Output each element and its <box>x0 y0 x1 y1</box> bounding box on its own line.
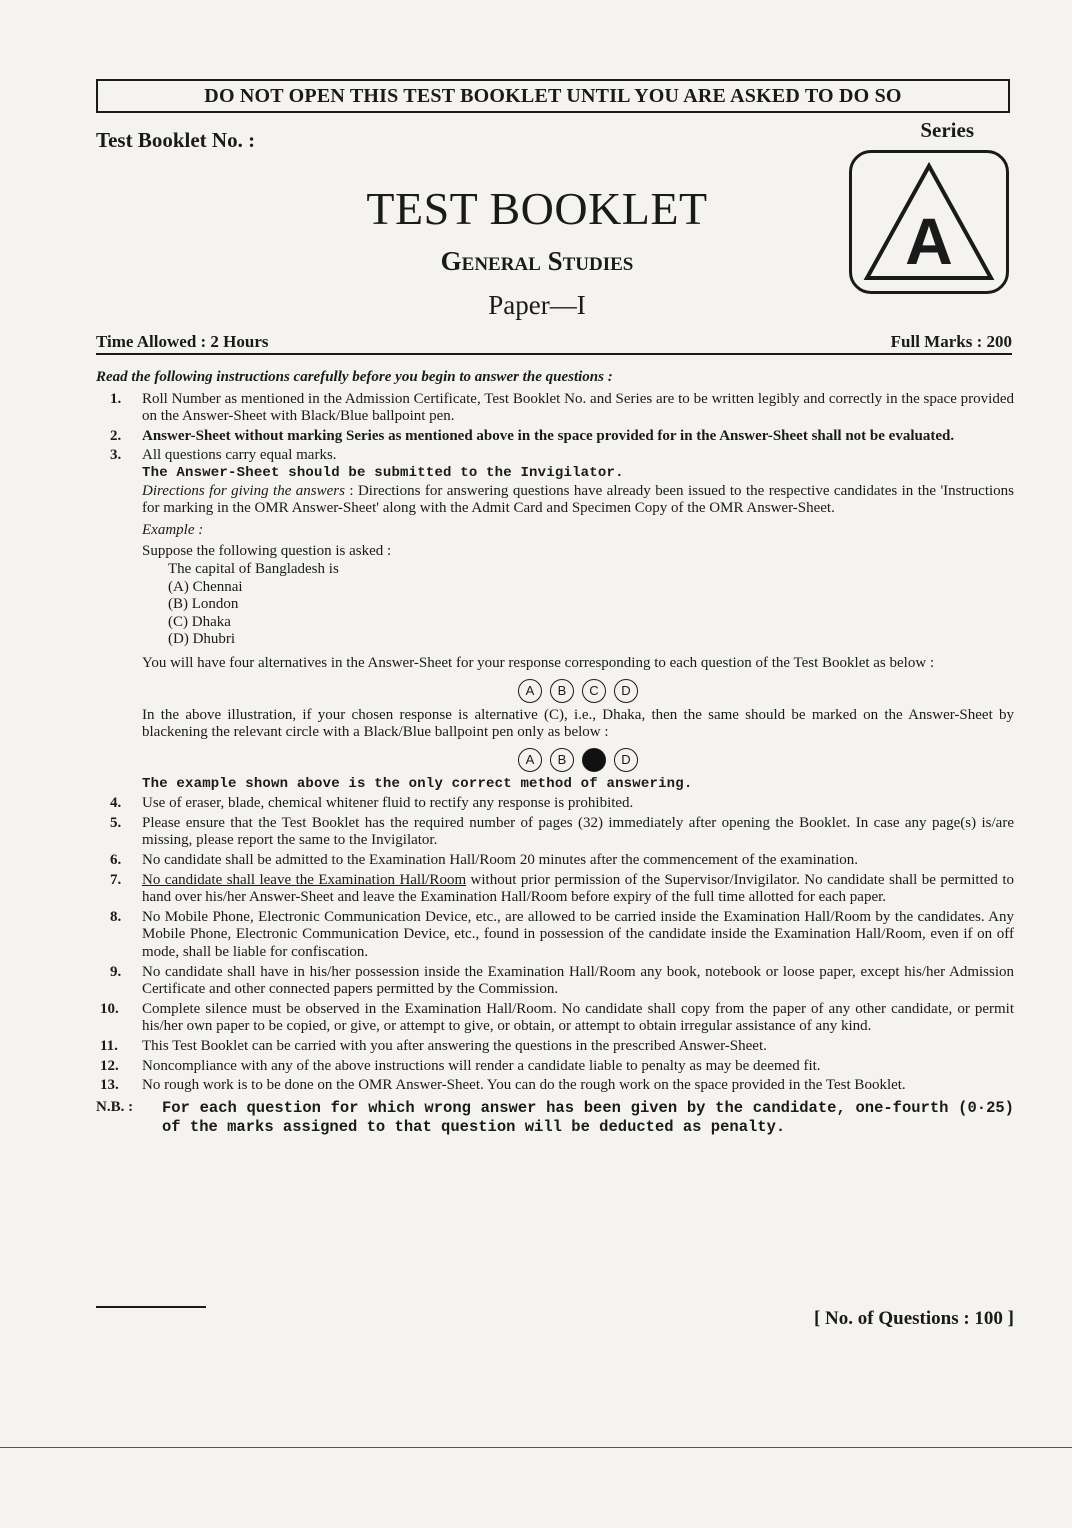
instruction-item <box>96 1038 1014 1056</box>
instruction-text: No rough work is to be done on the OMR Answer-Sheet. You can do the rough work on the space provided in the Test Booklet. <box>142 1077 906 1094</box>
header-divider <box>96 353 1012 355</box>
answer-bubbles-marked <box>96 748 1014 772</box>
time-allowed: Time Allowed : 2 Hours <box>96 332 269 351</box>
nb-label: N.B. : <box>96 1098 134 1115</box>
full-marks: Full Marks : 200 <box>890 332 1012 351</box>
directions-text: : Directions for answering questions have already been issued to the respective candidates in the 'Instructions for marking in the OMR Answer-Sheet' along with the Admit Card and Specimen Copy of the OMR Answer-Sheet. <box>142 482 1014 517</box>
instruction-text: Roll Number as mentioned in the Admission Certificate, Test Booklet No. and Series are to be written legibly and correctly in the space provided on the Answer-Sheet with Black/Blue ballpoint pen. <box>142 390 1014 425</box>
instructions-section <box>96 369 1014 1137</box>
example-option: (A) Chennai <box>168 578 243 595</box>
example-label: Example : <box>142 521 204 538</box>
instructions-lead: Read the following instructions carefully before you begin to answer the questions : <box>96 369 613 385</box>
series-triangle-icon <box>859 160 999 284</box>
series-letter: A <box>905 204 953 278</box>
bubble-c: C <box>582 679 606 703</box>
instruction-text <box>142 872 1014 907</box>
bubble-c-filled: C <box>582 748 606 772</box>
bubble-d: D <box>614 679 638 703</box>
instruction-item <box>96 1077 1014 1095</box>
instruction-item <box>96 852 1014 870</box>
bubble-b: B <box>550 679 574 703</box>
instruction-item <box>96 428 1014 446</box>
instruction-underlined-text: No candidate shall leave the Examination Hall/Room <box>142 871 467 888</box>
instruction-item <box>96 391 1014 426</box>
subject-name: General Studies <box>440 246 634 276</box>
booklet-number-label: Test Booklet No. : <box>96 128 256 152</box>
instruction-item <box>96 795 1014 813</box>
instruction-number: 3. <box>110 447 122 464</box>
booklet-title: TEST BOOKLET <box>366 183 708 234</box>
series-label: Series <box>920 118 974 142</box>
instruction-number: 4. <box>110 795 122 812</box>
instruction-item <box>96 815 1014 850</box>
instruction-number: 13. <box>100 1077 119 1094</box>
instruction-text: All questions carry equal marks. <box>142 447 337 464</box>
instruction-text: Complete silence must be observed in the Examination Hall/Room. No candidate shall copy from the paper of any other candidate, or permit his/her own paper to be copied, or give, or attempt to give, or obtain, or attempt to obtain irregular assistance of any kind. <box>142 1000 1014 1035</box>
answer-bubbles-blank <box>96 679 1014 703</box>
instruction-number: 5. <box>110 814 122 831</box>
instruction-item <box>96 964 1014 999</box>
example-option: (D) Dhubri <box>168 631 236 648</box>
correct-method-note: The example shown above is the only correct method of answering. <box>142 775 693 792</box>
instruction-item <box>96 1058 1014 1076</box>
directions-paragraph <box>96 483 1014 518</box>
nb-text: For each question for which wrong answer has been given by the candidate, one-fourth (0·25) of the marks assigned to that question will be deducted as penalty. <box>162 1098 1014 1136</box>
bubble-a: A <box>518 679 542 703</box>
instruction-continued-text: without prior permission of the Supervisor/Invigilator. No candidate shall be permitted to hand over his/her Answer-Sheet and leave the Examination Hall/Room before expiry of the full time allotted for each paper. <box>142 871 1014 906</box>
directions-label: Directions for giving the answers <box>142 482 345 499</box>
bubble-a: A <box>518 748 542 772</box>
instruction-item <box>96 909 1014 962</box>
instruction-number: 8. <box>110 908 122 925</box>
bubble-b: B <box>550 748 574 772</box>
instruction-text: No candidate shall be admitted to the Examination Hall/Room 20 minutes after the commencement of the examination. <box>142 852 859 869</box>
instruction-item <box>96 872 1014 907</box>
alternatives-text: You will have four alternatives in the Answer-Sheet for your response corresponding to each question of the Test Booklet as below : <box>142 654 935 671</box>
number-of-questions: [ No. of Questions : 100 ] <box>813 1308 1014 1329</box>
instruction-item <box>96 447 1014 465</box>
instruction-text: Use of eraser, blade, chemical whitener fluid to rectify any response is prohibited. <box>142 795 634 812</box>
paper-number: Paper—I <box>488 290 586 320</box>
do-not-open-warning: DO NOT OPEN THIS TEST BOOKLET UNTIL YOU ARE ASKED TO DO SO <box>96 79 1010 113</box>
instruction-number: 10. <box>100 1000 119 1017</box>
bubble-d: D <box>614 748 638 772</box>
nb-item <box>96 1099 1014 1137</box>
page-bottom-rule <box>0 1447 1072 1448</box>
instruction-number: 12. <box>100 1057 119 1074</box>
example-question: The capital of Bangladesh is <box>168 560 339 577</box>
instruction-text: Noncompliance with any of the above instructions will render a candidate liable to penalty as may be deemed fit. <box>142 1057 821 1074</box>
instruction-number: 9. <box>110 963 122 980</box>
instruction-number: 7. <box>110 871 122 888</box>
instruction-text: Answer-Sheet without marking Series as mentioned above in the space provided for in the Answer-Sheet shall not be evaluated. <box>142 427 955 444</box>
instruction-text: Please ensure that the Test Booklet has the required number of pages (32) immediately after opening the Booklet. In case any page(s) is/are missing, please report the same to the Invigilator. <box>142 814 1014 849</box>
instruction-number: 11. <box>100 1038 118 1054</box>
instruction-number: 6. <box>110 852 122 869</box>
instruction-text: No candidate shall have in his/her possession inside the Examination Hall/Room any book, notebook or loose paper, except his/her Admission Certificate and other connected papers permitted by the Commission. <box>142 963 1014 998</box>
series-badge <box>849 150 1009 294</box>
example-option: (C) Dhaka <box>168 613 231 630</box>
footer-short-rule <box>96 1306 206 1308</box>
instruction-item <box>96 1001 1014 1036</box>
illustration-text: In the above illustration, if your chosen response is alternative (C), i.e., Dhaka, then the same should be marked on the Answer-Sheet by blackening the relevant circle with a Black/Blue ballpoint pen only as below : <box>142 706 1014 741</box>
instruction-number: 2. <box>110 427 122 444</box>
example-option: (B) London <box>168 596 239 613</box>
submit-answer-sheet-note: The Answer-Sheet should be submitted to the Invigilator. <box>142 464 624 481</box>
instruction-text: This Test Booklet can be carried with you after answering the questions in the prescribed Answer-Sheet. <box>142 1038 767 1054</box>
instruction-text: No Mobile Phone, Electronic Communication Device, etc., are allowed to be carried inside the Examination Hall/Room by the candidates. Any Mobile Phone, Electronic Communication Device, etc., found in possession of the candidate inside the Examination Hall/Room, even if on off mode, shall be liable for confiscation. <box>142 908 1014 961</box>
instruction-number: 1. <box>110 390 122 407</box>
suppose-text: Suppose the following question is asked : <box>142 543 392 560</box>
